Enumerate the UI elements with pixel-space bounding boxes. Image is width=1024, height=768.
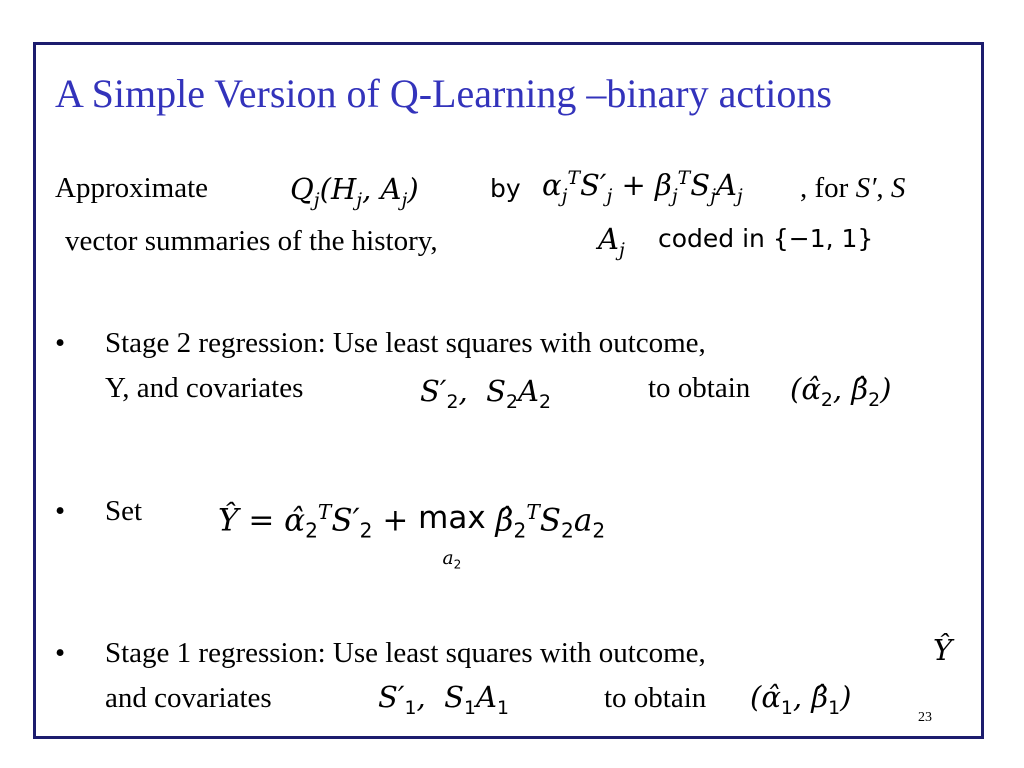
formula-y-hat-outcome: Ŷ [933,633,953,667]
bullet1-line2: Y, and covariates [105,372,304,404]
bullet1-line1: Stage 2 regression: Use least squares with outcome, [105,327,706,359]
formula-q-function: $Q_j(H_j$, $A_j$) [290,172,419,211]
intro-for: , for S′, S [800,172,906,204]
intro-by: by [490,174,521,203]
bullet3-line1: Stage 1 regression: Use least squares with outcome, [105,637,706,669]
bullet1-obtain: to obtain [648,372,751,404]
formula-stage1-estimates: ($\alphâ_1$, $\betâ_1$) [750,680,852,719]
formula-y-hat: Ŷ = $\alphâ_2^TS'_2 + \max$ $a_2$ $\betâ_2^TS_2a_2$ [218,500,606,572]
formula-stage2-covariates: $S'_2$, $S_2A_2$ [420,374,551,413]
formula-stage2-estimates: ($\alphâ_2$, $\betâ_2$) [790,372,892,411]
bullet-icon: • [55,637,66,669]
slide-title: A Simple Version of Q-Learning –binary actions [55,71,832,116]
formula-approximation: $\alpha_j^TS'_j + \beta_j^TS_jA_j$ [542,168,743,207]
intro-coded-in: coded in {−1, 1} [658,224,874,253]
bullet2-set: Set [105,495,143,527]
formula-aj: $A_j$ [598,222,625,261]
page-number: 23 [918,710,932,725]
bullet-icon: • [55,495,66,527]
bullet-icon: • [55,327,66,359]
bullet3-obtain: to obtain [604,682,707,714]
formula-stage1-covariates: $S'_1$, $S_1A_1$ [378,680,509,719]
intro-approximate: Approximate [55,172,209,204]
intro-line2: vector summaries of the history, [65,225,438,257]
bullet3-line2: and covariates [105,682,272,714]
